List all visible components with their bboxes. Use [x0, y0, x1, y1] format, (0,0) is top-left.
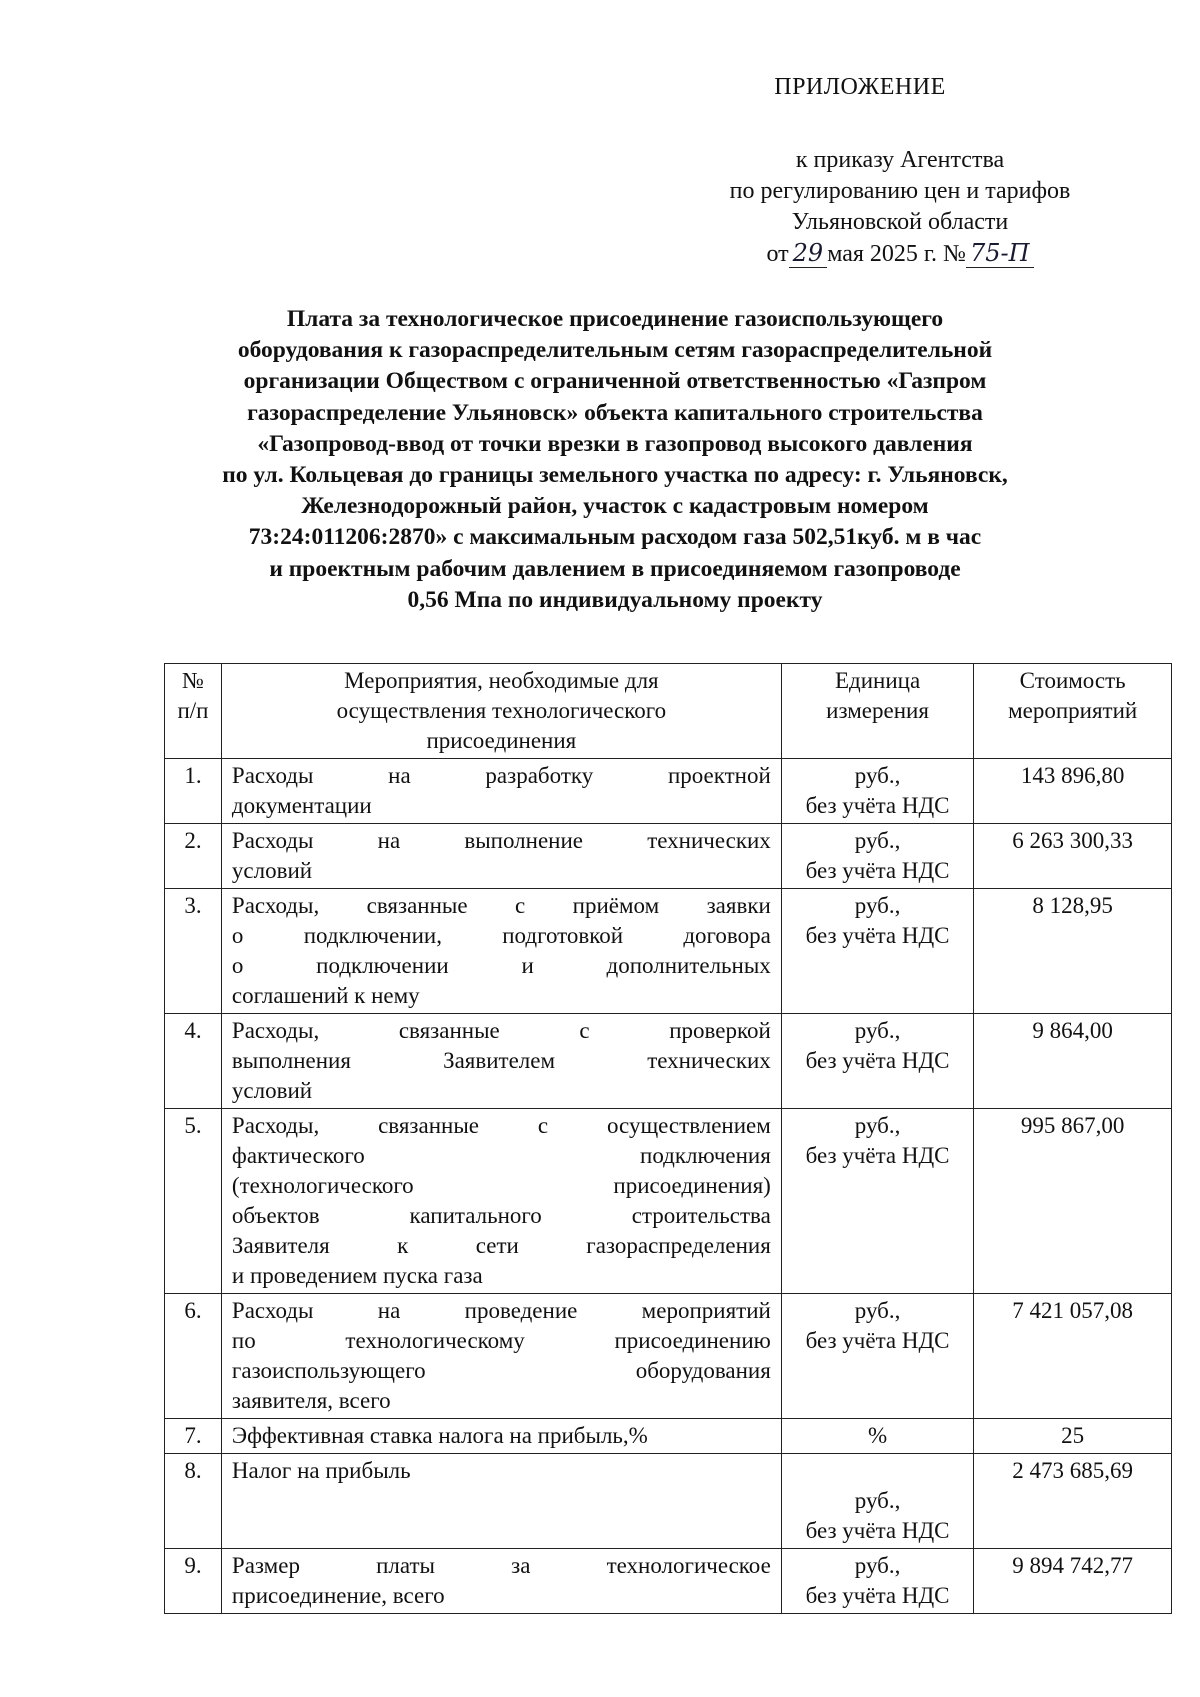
measure-line: газоиспользующего оборудования	[231, 1358, 771, 1383]
row-number: 9.	[165, 1549, 222, 1614]
unit-line: без учёта НДС	[805, 1583, 950, 1608]
date-day-handwritten: 29	[789, 239, 828, 268]
appendix-label: ПРИЛОЖЕНИЕ	[774, 74, 946, 100]
measure-line: и проведением пуска газа	[231, 1263, 483, 1288]
measure-line: Расходы на проведение мероприятий	[231, 1298, 771, 1323]
title-line: 0,56 Мпа по индивидуальному проекту	[407, 586, 823, 613]
measure-line: условий	[231, 1078, 313, 1103]
order-date-line	[680, 238, 1120, 270]
measure-line: Расходы, связанные с осуществлением	[231, 1113, 771, 1138]
row-measure	[221, 889, 781, 1014]
row-unit	[781, 889, 973, 1014]
measure-line: Заявителя к сети газораспределения	[231, 1233, 771, 1258]
row-unit	[781, 1014, 973, 1109]
measure-line: документации	[231, 793, 372, 818]
measure-line: (технологического присоединения)	[231, 1173, 771, 1198]
measure-line: Расходы на разработку проектной	[231, 763, 771, 788]
row-unit	[781, 824, 973, 889]
row-number: 5.	[165, 1109, 222, 1294]
row-cost: 8 128,95	[974, 889, 1172, 1014]
title-line: Плата за технологическое присоединение газоиспользующего	[286, 306, 944, 332]
date-rest: мая 2025 г. №	[827, 241, 966, 267]
row-cost: 9 894 742,77	[974, 1549, 1172, 1614]
measure-line: Эффективная ставка налога на прибыль,%	[231, 1423, 648, 1448]
order-line-2: по регулированию цен и тарифов	[729, 178, 1071, 204]
row-number: 1.	[165, 759, 222, 824]
measure-line: Расходы, связанные с приёмом заявки	[231, 893, 771, 918]
title-line: и проектным рабочим давлением в присоединяемом газопроводе	[269, 555, 961, 582]
table-row	[165, 824, 1172, 889]
unit-line: руб.,	[854, 1018, 901, 1043]
title-line: Железнодорожный район, участок с кадастровым номером	[301, 493, 929, 520]
date-prefix: от	[766, 241, 789, 267]
title-line: по ул. Кольцевая до границы земельного участка по адресу: г. Ульяновск,	[222, 462, 1008, 489]
title-line: организации Обществом с ограниченной ответственностью «Газпром	[243, 368, 987, 395]
unit-line: руб.,	[854, 763, 901, 788]
unit-line: без учёта НДС	[805, 1518, 950, 1543]
row-measure	[221, 759, 781, 824]
unit-line: без учёта НДС	[805, 793, 950, 818]
measure-line: Расходы, связанные с проверкой	[231, 1018, 771, 1043]
row-unit	[781, 1109, 973, 1294]
row-measure	[221, 824, 781, 889]
row-cost: 25	[974, 1419, 1172, 1454]
order-number-handwritten: 75-П	[966, 239, 1034, 268]
unit-line: без учёта НДС	[805, 1328, 950, 1353]
header-num: № п/п	[165, 664, 222, 759]
title-line: «Газопровод-ввод от точки врезки в газопровод высокого давления	[257, 430, 973, 457]
table-row	[165, 889, 1172, 1014]
table-row	[165, 1454, 1172, 1549]
table-header-row	[165, 664, 1172, 759]
title-line: оборудования к газораспределительным сетям газораспределительной	[237, 337, 993, 364]
row-measure	[221, 1419, 781, 1454]
measure-line: Расходы на выполнение технических	[231, 828, 771, 853]
row-cost: 995 867,00	[974, 1109, 1172, 1294]
row-number: 3.	[165, 889, 222, 1014]
row-unit	[781, 1549, 973, 1614]
measure-line: Размер платы за технологическое	[231, 1553, 771, 1578]
unit-line: руб.,	[854, 893, 901, 918]
title-line: газораспределение Ульяновск» объекта капитального строительства	[247, 399, 983, 426]
measure-line: Налог на прибыль	[231, 1458, 411, 1483]
measure-line: объектов капитального строительства	[231, 1203, 771, 1228]
header-unit: Единица измерения	[781, 664, 973, 759]
unit-line: без учёта НДС	[805, 858, 950, 883]
document-title	[150, 304, 1080, 616]
row-cost: 2 473 685,69	[974, 1454, 1172, 1549]
table-body	[165, 759, 1172, 1614]
row-measure	[221, 1294, 781, 1419]
row-measure	[221, 1454, 781, 1549]
row-cost: 6 263 300,33	[974, 824, 1172, 889]
unit-line: без учёта НДС	[805, 1143, 950, 1168]
table-row	[165, 759, 1172, 824]
order-reference	[680, 145, 1120, 270]
row-cost: 9 864,00	[974, 1014, 1172, 1109]
row-measure	[221, 1014, 781, 1109]
row-unit	[781, 1294, 973, 1419]
table-row	[165, 1294, 1172, 1419]
row-number: 8.	[165, 1454, 222, 1549]
title-line: 73:24:011206:2870» с максимальным расходом газа 502,51куб. м в час	[248, 524, 982, 551]
unit-line: руб.,	[854, 1488, 901, 1513]
unit-line: без учёта НДС	[805, 923, 950, 948]
table-row	[165, 1549, 1172, 1614]
row-measure	[221, 1549, 781, 1614]
measure-line: условий	[231, 858, 313, 883]
measure-line: заявителя, всего	[231, 1388, 391, 1413]
table-row	[165, 1014, 1172, 1109]
unit-line: руб.,	[854, 828, 901, 853]
header-cost: Стоимость мероприятий	[974, 664, 1172, 759]
measure-line: присоединение, всего	[231, 1583, 445, 1608]
row-number: 4.	[165, 1014, 222, 1109]
measure-line: фактического подключения	[231, 1143, 771, 1168]
header-measures: Мероприятия, необходимые для осуществления технологического присоединения	[221, 664, 781, 759]
unit-line: руб.,	[854, 1553, 901, 1578]
unit-line: руб.,	[854, 1298, 901, 1323]
measure-line: по технологическому присоединению	[231, 1328, 771, 1353]
row-cost: 7 421 057,08	[974, 1294, 1172, 1419]
unit-line: руб.,	[854, 1113, 901, 1138]
measure-line: соглашений к нему	[231, 983, 420, 1008]
table-row	[165, 1109, 1172, 1294]
unit-line: без учёта НДС	[805, 1048, 950, 1073]
row-measure	[221, 1109, 781, 1294]
measure-line: о подключении, подготовкой договора	[231, 923, 771, 948]
row-cost: 143 896,80	[974, 759, 1172, 824]
table-row	[165, 1419, 1172, 1454]
row-unit	[781, 759, 973, 824]
row-number: 6.	[165, 1294, 222, 1419]
measure-line: о подключении и дополнительных	[231, 953, 771, 978]
measure-line: выполнения Заявителем технических	[231, 1048, 771, 1073]
row-number: 7.	[165, 1419, 222, 1454]
row-unit: %	[781, 1419, 973, 1454]
fee-table	[164, 663, 1172, 1614]
order-line-1: к приказу Агентства	[795, 147, 1005, 173]
row-number: 2.	[165, 824, 222, 889]
order-line-3: Ульяновской области	[791, 209, 1009, 235]
row-unit	[781, 1454, 973, 1549]
